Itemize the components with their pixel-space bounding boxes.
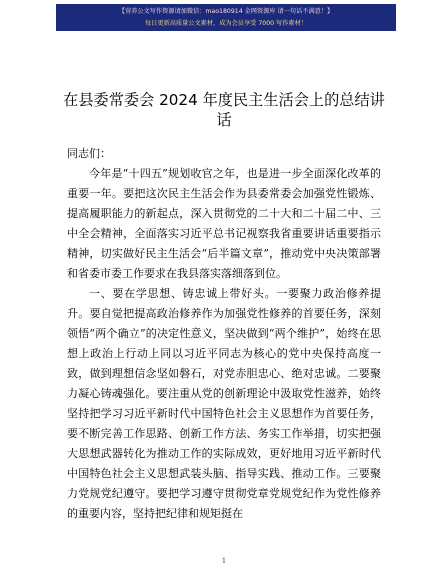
banner-line-1: 【营养公文写作资源请加微信：mao180914 金网资源库 请一句话不满意！】 (118, 8, 334, 15)
paragraph-2: 一、要在学思想、铸忠诚上带好头。一要聚力政治修养提升。要自觉把提高政治修养作为加强党性修养的首要任务，深刻领悟“两个确立”的决定性意义，坚决做到“两个维护”，始终在思想上政治上行动上同以习近平同志为核心的党中央保持高度一致，做到理想信念坚如磐石，对党赤胆忠心、绝对忠诚。二要聚力凝心铸魂强化。要注重从党的创新理论中汲取党性滋养，始终坚持把学习习近平新时代中国特色社会主义思想作为首要任务，要不断完善工作思路、创新工作方法、务实工作举措，切实把强大思想武器转化为推动工作的实际成效，更好地用习近平新时代中国特色社会主义思想武装头脑、指导实践、推动工作。三要聚力党规党纪遵守。要把学习遵守贯彻党章党规党纪作为党性修养的重要内容，坚持把纪律和规矩挺在 (67, 287, 381, 520)
banner-line-2: 每日更新高质量公文素材，成为会员享受 7000 写作素材！ (145, 20, 307, 27)
document-body (67, 144, 381, 524)
document-title (52, 90, 396, 130)
title-line-2: 话 (216, 111, 232, 129)
title-line-1: 在县委常委会 2024 年度民主生活会上的总结讲 (63, 91, 385, 109)
promo-banner (56, 4, 396, 31)
page-number: 1 (221, 557, 227, 565)
paragraph-1: 今年是“十四五”规划收官之年，也是进一步全面深化改革的重要一年。要把这次民主生活会作为县委常委会加强党性锻炼、提高履职能力的新起点，深入贯彻党的二十大和二十届二中、三中全会精神，全面落实习近平总书记视察我省重要讲话重要指示精神，切实做好民主生活会“后半篇文章”，推动党中央决策部署和省委市委工作要求在我县落实落细落到位。 (67, 167, 381, 280)
salutation: 同志们： (67, 147, 111, 160)
